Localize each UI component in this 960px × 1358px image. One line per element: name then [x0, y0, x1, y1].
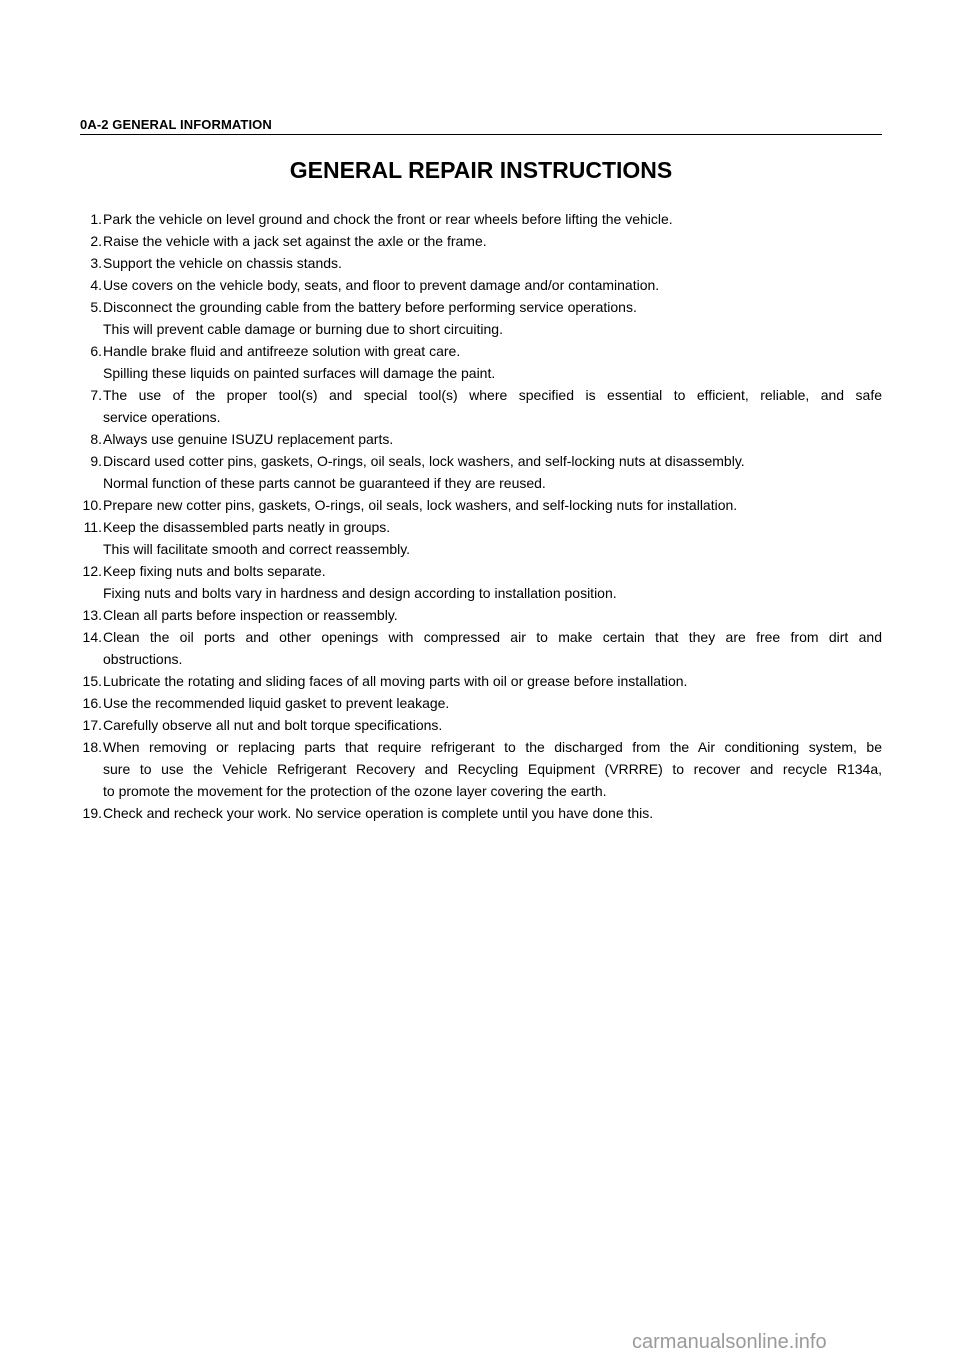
instruction-item [80, 494, 882, 516]
instruction-number: 18. [82, 739, 102, 755]
instruction-number: 4. [90, 277, 102, 293]
instruction-text: Support the vehicle on chassis stands. [103, 255, 342, 271]
instruction-item [80, 692, 882, 714]
instruction-number: 11. [83, 519, 102, 535]
instruction-text: to promote the movement for the protection of the ozone layer covering the earth. [103, 783, 607, 799]
instruction-number: 17. [82, 717, 102, 733]
instruction-number: 12. [82, 563, 102, 579]
instruction-number: 6. [90, 343, 102, 359]
instruction-item [80, 296, 882, 340]
instruction-text: Discard used cotter pins, gaskets, O-rings, oil seals, lock washers, and self-locking nuts at disassembly. [103, 453, 745, 469]
instruction-number: 19. [82, 805, 102, 821]
instruction-number: 13. [82, 607, 102, 623]
instruction-item [80, 450, 882, 494]
instruction-number: 15. [82, 673, 102, 689]
instruction-text: Keep fixing nuts and bolts separate. [103, 563, 326, 579]
instruction-text: Park the vehicle on level ground and chock the front or rear wheels before lifting the vehicle. [103, 211, 673, 227]
instruction-text: Always use genuine ISUZU replacement parts. [103, 431, 394, 447]
instruction-text: Keep the disassembled parts neatly in groups. [103, 519, 391, 535]
instruction-number: 2. [90, 233, 102, 249]
instruction-text: Use the recommended liquid gasket to prevent leakage. [103, 695, 450, 711]
instruction-number: 8. [90, 431, 102, 447]
instruction-number: 14. [82, 629, 102, 645]
instruction-item [80, 626, 882, 670]
instruction-number: 3. [90, 255, 102, 271]
instruction-text: Clean the oil ports and other openings with compressed air to make certain that they are free from dirt and [103, 629, 882, 645]
section-header: 0A-2 GENERAL INFORMATION [80, 117, 272, 132]
instruction-text: This will facilitate smooth and correct reassembly. [103, 541, 411, 557]
instruction-number: 9. [90, 453, 102, 469]
instruction-item [80, 802, 882, 824]
instruction-text: service operations. [103, 409, 221, 425]
instruction-text: Disconnect the grounding cable from the battery before performing service operations. [103, 299, 637, 315]
instruction-item [80, 604, 882, 626]
instruction-text: sure to use the Vehicle Refrigerant Recovery and Recycling Equipment (VRRRE) to recover and recycle R134a, [103, 761, 882, 777]
instruction-text: Fixing nuts and bolts vary in hardness and design according to installation position. [103, 585, 617, 601]
instruction-text: Use covers on the vehicle body, seats, and floor to prevent damage and/or contamination. [103, 277, 660, 293]
instruction-item [80, 340, 882, 384]
instruction-text: Clean all parts before inspection or reassembly. [103, 607, 398, 623]
instruction-text: The use of the proper tool(s) and special tool(s) where specified is essential to efficient, reliable, and safe [103, 387, 882, 403]
instruction-text: Prepare new cotter pins, gaskets, O-rings, oil seals, lock washers, and self-locking nuts for installation. [103, 497, 738, 513]
repair-instructions-list [80, 208, 882, 824]
instruction-text: Handle brake fluid and antifreeze solution with great care. [103, 343, 461, 359]
watermark-text: carmanualsonline.info [632, 1331, 827, 1353]
instruction-number: 5. [90, 299, 102, 315]
instruction-text: Carefully observe all nut and bolt torque specifications. [103, 717, 443, 733]
instruction-item [80, 230, 882, 252]
instruction-item [80, 516, 882, 560]
page-header [80, 116, 882, 135]
instruction-text: obstructions. [103, 651, 183, 667]
instruction-number: 16. [82, 695, 102, 711]
instruction-text: Lubricate the rotating and sliding faces of all moving parts with oil or grease before installation. [103, 673, 688, 689]
instruction-text: Normal function of these parts cannot be guaranteed if they are reused. [103, 475, 546, 491]
instruction-item [80, 560, 882, 604]
instruction-text: This will prevent cable damage or burning due to short circuiting. [103, 321, 503, 337]
instruction-text: Check and recheck your work. No service operation is complete until you have done this. [103, 805, 654, 821]
instruction-item [80, 208, 882, 230]
instruction-item [80, 252, 882, 274]
instruction-item [80, 274, 882, 296]
instruction-item [80, 384, 882, 428]
instruction-text: Spilling these liquids on painted surfaces will damage the paint. [103, 365, 496, 381]
instruction-number: 10. [82, 497, 102, 513]
instruction-item [80, 714, 882, 736]
instruction-item [80, 670, 882, 692]
instruction-number: 7. [90, 387, 102, 403]
instruction-text: Raise the vehicle with a jack set against the axle or the frame. [103, 233, 487, 249]
instruction-item [80, 428, 882, 450]
instruction-number: 1. [90, 211, 102, 227]
instruction-text: When removing or replacing parts that require refrigerant to the discharged from the Air conditioning system, be [103, 739, 882, 755]
instruction-item [80, 736, 882, 802]
page-title: GENERAL REPAIR INSTRUCTIONS [289, 157, 673, 183]
